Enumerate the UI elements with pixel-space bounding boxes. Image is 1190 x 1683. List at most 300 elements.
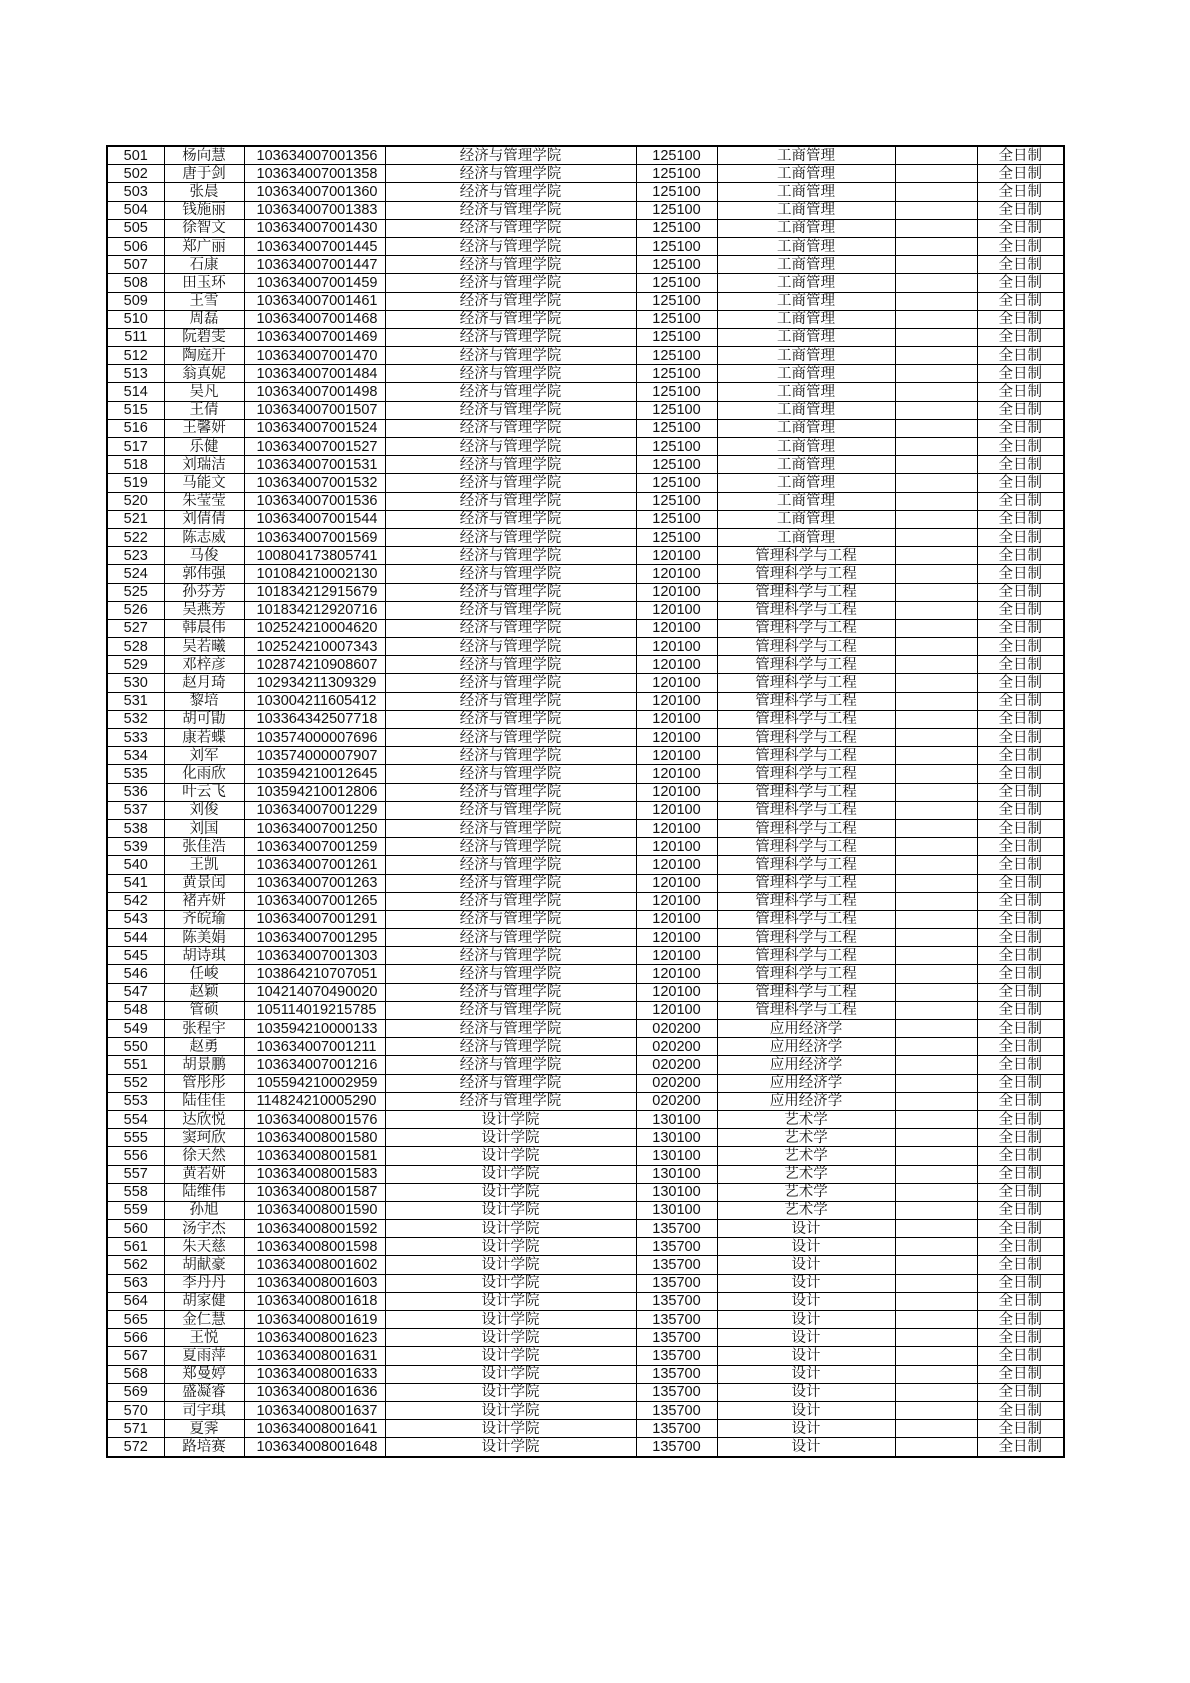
major-name-cell: 管理科学与工程 xyxy=(717,983,895,1001)
college-cell: 经济与管理学院 xyxy=(385,674,636,692)
study-mode-cell: 全日制 xyxy=(977,674,1064,692)
blank-cell xyxy=(895,438,977,456)
major-name-cell: 工商管理 xyxy=(717,256,895,274)
candidate-id-cell: 101084210002130 xyxy=(244,565,385,583)
candidate-id-cell: 105114019215785 xyxy=(244,1001,385,1019)
major-name-cell: 设计 xyxy=(717,1274,895,1292)
table-row xyxy=(107,783,1064,801)
table-row xyxy=(107,1001,1064,1019)
name-cell: 胡诗琪 xyxy=(164,947,244,965)
name-cell: 郭伟强 xyxy=(164,565,244,583)
blank-cell xyxy=(895,710,977,728)
major-name-cell: 设计 xyxy=(717,1256,895,1274)
major-name-cell: 管理科学与工程 xyxy=(717,601,895,619)
admission-list-table xyxy=(106,145,1065,1458)
major-code-cell: 120100 xyxy=(636,929,717,947)
serial-number-cell: 503 xyxy=(107,183,164,201)
table-row xyxy=(107,383,1064,401)
table-row xyxy=(107,438,1064,456)
college-cell: 设计学院 xyxy=(385,1147,636,1165)
study-mode-cell: 全日制 xyxy=(977,1020,1064,1038)
blank-cell xyxy=(895,892,977,910)
table-row xyxy=(107,1074,1064,1092)
major-code-cell: 020200 xyxy=(636,1056,717,1074)
candidate-id-cell: 102874210908607 xyxy=(244,656,385,674)
major-code-cell: 120100 xyxy=(636,638,717,656)
college-cell: 设计学院 xyxy=(385,1292,636,1310)
major-name-cell: 管理科学与工程 xyxy=(717,783,895,801)
candidate-id-cell: 103634007001295 xyxy=(244,929,385,947)
major-name-cell: 艺术学 xyxy=(717,1147,895,1165)
candidate-id-cell: 103634007001261 xyxy=(244,856,385,874)
table-row xyxy=(107,1056,1064,1074)
study-mode-cell: 全日制 xyxy=(977,492,1064,510)
major-code-cell: 120100 xyxy=(636,656,717,674)
college-cell: 设计学院 xyxy=(385,1311,636,1329)
table-row xyxy=(107,456,1064,474)
blank-cell xyxy=(895,146,977,165)
blank-cell xyxy=(895,601,977,619)
college-cell: 经济与管理学院 xyxy=(385,638,636,656)
blank-cell xyxy=(895,565,977,583)
blank-cell xyxy=(895,692,977,710)
serial-number-cell: 540 xyxy=(107,856,164,874)
study-mode-cell: 全日制 xyxy=(977,765,1064,783)
major-code-cell: 120100 xyxy=(636,547,717,565)
study-mode-cell: 全日制 xyxy=(977,856,1064,874)
study-mode-cell: 全日制 xyxy=(977,328,1064,346)
major-code-cell: 120100 xyxy=(636,601,717,619)
blank-cell xyxy=(895,365,977,383)
study-mode-cell: 全日制 xyxy=(977,929,1064,947)
blank-cell xyxy=(895,328,977,346)
blank-cell xyxy=(895,347,977,365)
major-name-cell: 工商管理 xyxy=(717,292,895,310)
major-name-cell: 工商管理 xyxy=(717,383,895,401)
serial-number-cell: 570 xyxy=(107,1401,164,1419)
major-name-cell: 管理科学与工程 xyxy=(717,747,895,765)
candidate-id-cell: 103634008001648 xyxy=(244,1438,385,1457)
blank-cell xyxy=(895,219,977,237)
study-mode-cell: 全日制 xyxy=(977,783,1064,801)
table-row xyxy=(107,292,1064,310)
major-code-cell: 120100 xyxy=(636,729,717,747)
study-mode-cell: 全日制 xyxy=(977,438,1064,456)
name-cell: 赵颖 xyxy=(164,983,244,1001)
major-code-cell: 120100 xyxy=(636,710,717,728)
college-cell: 经济与管理学院 xyxy=(385,801,636,819)
candidate-id-cell: 103634007001216 xyxy=(244,1056,385,1074)
name-cell: 黎培 xyxy=(164,692,244,710)
name-cell: 陈志威 xyxy=(164,528,244,546)
blank-cell xyxy=(895,583,977,601)
candidate-id-cell: 103634007001360 xyxy=(244,183,385,201)
table-row xyxy=(107,1274,1064,1292)
blank-cell xyxy=(895,747,977,765)
table-row xyxy=(107,1401,1064,1419)
major-code-cell: 125100 xyxy=(636,510,717,528)
serial-number-cell: 568 xyxy=(107,1365,164,1383)
blank-cell xyxy=(895,965,977,983)
study-mode-cell: 全日制 xyxy=(977,274,1064,292)
college-cell: 经济与管理学院 xyxy=(385,492,636,510)
serial-number-cell: 508 xyxy=(107,274,164,292)
serial-number-cell: 536 xyxy=(107,783,164,801)
table-row xyxy=(107,638,1064,656)
candidate-id-cell: 103634008001583 xyxy=(244,1165,385,1183)
table-row xyxy=(107,528,1064,546)
major-name-cell: 管理科学与工程 xyxy=(717,674,895,692)
major-name-cell: 设计 xyxy=(717,1347,895,1365)
blank-cell xyxy=(895,310,977,328)
college-cell: 经济与管理学院 xyxy=(385,874,636,892)
major-code-cell: 125100 xyxy=(636,165,717,183)
college-cell: 经济与管理学院 xyxy=(385,838,636,856)
serial-number-cell: 520 xyxy=(107,492,164,510)
blank-cell xyxy=(895,456,977,474)
blank-cell xyxy=(895,419,977,437)
study-mode-cell: 全日制 xyxy=(977,183,1064,201)
major-code-cell: 135700 xyxy=(636,1274,717,1292)
table-row xyxy=(107,1165,1064,1183)
major-name-cell: 艺术学 xyxy=(717,1129,895,1147)
serial-number-cell: 535 xyxy=(107,765,164,783)
candidate-id-cell: 103364342507718 xyxy=(244,710,385,728)
blank-cell xyxy=(895,510,977,528)
blank-cell xyxy=(895,674,977,692)
major-name-cell: 应用经济学 xyxy=(717,1038,895,1056)
major-code-cell: 135700 xyxy=(636,1220,717,1238)
serial-number-cell: 564 xyxy=(107,1292,164,1310)
candidate-id-cell: 103634008001623 xyxy=(244,1329,385,1347)
study-mode-cell: 全日制 xyxy=(977,983,1064,1001)
name-cell: 窦珂欣 xyxy=(164,1129,244,1147)
major-name-cell: 管理科学与工程 xyxy=(717,692,895,710)
name-cell: 达欣悦 xyxy=(164,1110,244,1128)
candidate-id-cell: 103634007001459 xyxy=(244,274,385,292)
major-name-cell: 管理科学与工程 xyxy=(717,619,895,637)
candidate-id-cell: 103634007001469 xyxy=(244,328,385,346)
major-code-cell: 125100 xyxy=(636,219,717,237)
major-name-cell: 工商管理 xyxy=(717,237,895,255)
name-cell: 黄若妍 xyxy=(164,1165,244,1183)
candidate-id-cell: 103634008001590 xyxy=(244,1201,385,1219)
table-row xyxy=(107,1438,1064,1457)
study-mode-cell: 全日制 xyxy=(977,219,1064,237)
major-code-cell: 125100 xyxy=(636,492,717,510)
major-name-cell: 设计 xyxy=(717,1311,895,1329)
study-mode-cell: 全日制 xyxy=(977,237,1064,255)
study-mode-cell: 全日制 xyxy=(977,819,1064,837)
major-code-cell: 130100 xyxy=(636,1183,717,1201)
major-name-cell: 工商管理 xyxy=(717,510,895,528)
serial-number-cell: 549 xyxy=(107,1020,164,1038)
college-cell: 经济与管理学院 xyxy=(385,237,636,255)
serial-number-cell: 530 xyxy=(107,674,164,692)
candidate-id-cell: 103594210000133 xyxy=(244,1020,385,1038)
college-cell: 经济与管理学院 xyxy=(385,547,636,565)
blank-cell xyxy=(895,910,977,928)
name-cell: 褚卉妍 xyxy=(164,892,244,910)
study-mode-cell: 全日制 xyxy=(977,1074,1064,1092)
name-cell: 吴若曦 xyxy=(164,638,244,656)
name-cell: 孙芬芳 xyxy=(164,583,244,601)
blank-cell xyxy=(895,1129,977,1147)
major-code-cell: 125100 xyxy=(636,274,717,292)
blank-cell xyxy=(895,983,977,1001)
serial-number-cell: 523 xyxy=(107,547,164,565)
serial-number-cell: 560 xyxy=(107,1220,164,1238)
serial-number-cell: 526 xyxy=(107,601,164,619)
serial-number-cell: 510 xyxy=(107,310,164,328)
blank-cell xyxy=(895,528,977,546)
table-row xyxy=(107,1347,1064,1365)
college-cell: 经济与管理学院 xyxy=(385,438,636,456)
name-cell: 王凯 xyxy=(164,856,244,874)
table-row xyxy=(107,401,1064,419)
major-name-cell: 工商管理 xyxy=(717,201,895,219)
major-name-cell: 工商管理 xyxy=(717,347,895,365)
name-cell: 王雪 xyxy=(164,292,244,310)
table-row xyxy=(107,892,1064,910)
blank-cell xyxy=(895,201,977,219)
candidate-id-cell: 103634008001598 xyxy=(244,1238,385,1256)
major-code-cell: 125100 xyxy=(636,146,717,165)
name-cell: 金仁慧 xyxy=(164,1311,244,1329)
candidate-id-cell: 103634008001618 xyxy=(244,1292,385,1310)
major-name-cell: 设计 xyxy=(717,1238,895,1256)
major-name-cell: 工商管理 xyxy=(717,365,895,383)
major-name-cell: 管理科学与工程 xyxy=(717,729,895,747)
table-row xyxy=(107,1110,1064,1128)
college-cell: 设计学院 xyxy=(385,1274,636,1292)
candidate-id-cell: 103634008001631 xyxy=(244,1347,385,1365)
candidate-id-cell: 103634008001602 xyxy=(244,1256,385,1274)
major-name-cell: 设计 xyxy=(717,1438,895,1457)
college-cell: 设计学院 xyxy=(385,1220,636,1238)
serial-number-cell: 550 xyxy=(107,1038,164,1056)
major-code-cell: 125100 xyxy=(636,456,717,474)
serial-number-cell: 558 xyxy=(107,1183,164,1201)
blank-cell xyxy=(895,929,977,947)
blank-cell xyxy=(895,1383,977,1401)
college-cell: 经济与管理学院 xyxy=(385,401,636,419)
name-cell: 刘军 xyxy=(164,747,244,765)
college-cell: 设计学院 xyxy=(385,1256,636,1274)
serial-number-cell: 538 xyxy=(107,819,164,837)
major-name-cell: 艺术学 xyxy=(717,1183,895,1201)
college-cell: 设计学院 xyxy=(385,1201,636,1219)
college-cell: 经济与管理学院 xyxy=(385,856,636,874)
serial-number-cell: 517 xyxy=(107,438,164,456)
college-cell: 经济与管理学院 xyxy=(385,692,636,710)
study-mode-cell: 全日制 xyxy=(977,292,1064,310)
major-code-cell: 020200 xyxy=(636,1020,717,1038)
blank-cell xyxy=(895,638,977,656)
serial-number-cell: 563 xyxy=(107,1274,164,1292)
serial-number-cell: 527 xyxy=(107,619,164,637)
candidate-id-cell: 103634007001532 xyxy=(244,474,385,492)
candidate-id-cell: 101834212920716 xyxy=(244,601,385,619)
major-code-cell: 120100 xyxy=(636,619,717,637)
college-cell: 经济与管理学院 xyxy=(385,619,636,637)
candidate-id-cell: 102524210007343 xyxy=(244,638,385,656)
serial-number-cell: 544 xyxy=(107,929,164,947)
blank-cell xyxy=(895,1329,977,1347)
blank-cell xyxy=(895,256,977,274)
candidate-id-cell: 103634007001527 xyxy=(244,438,385,456)
study-mode-cell: 全日制 xyxy=(977,1347,1064,1365)
major-name-cell: 艺术学 xyxy=(717,1201,895,1219)
candidate-id-cell: 103634008001633 xyxy=(244,1365,385,1383)
blank-cell xyxy=(895,765,977,783)
major-name-cell: 设计 xyxy=(717,1365,895,1383)
serial-number-cell: 518 xyxy=(107,456,164,474)
major-name-cell: 工商管理 xyxy=(717,219,895,237)
candidate-id-cell: 103634007001383 xyxy=(244,201,385,219)
major-code-cell: 125100 xyxy=(636,310,717,328)
serial-number-cell: 542 xyxy=(107,892,164,910)
major-code-cell: 130100 xyxy=(636,1201,717,1219)
serial-number-cell: 551 xyxy=(107,1056,164,1074)
serial-number-cell: 504 xyxy=(107,201,164,219)
name-cell: 王倩 xyxy=(164,401,244,419)
table-row xyxy=(107,765,1064,783)
table-row xyxy=(107,565,1064,583)
table-row xyxy=(107,274,1064,292)
major-code-cell: 120100 xyxy=(636,783,717,801)
serial-number-cell: 513 xyxy=(107,365,164,383)
blank-cell xyxy=(895,1365,977,1383)
major-code-cell: 120100 xyxy=(636,801,717,819)
blank-cell xyxy=(895,401,977,419)
candidate-id-cell: 103634007001544 xyxy=(244,510,385,528)
table-row xyxy=(107,547,1064,565)
major-name-cell: 艺术学 xyxy=(717,1110,895,1128)
college-cell: 设计学院 xyxy=(385,1438,636,1457)
table-row xyxy=(107,256,1064,274)
study-mode-cell: 全日制 xyxy=(977,1238,1064,1256)
major-code-cell: 135700 xyxy=(636,1329,717,1347)
major-name-cell: 应用经济学 xyxy=(717,1074,895,1092)
table-row xyxy=(107,801,1064,819)
college-cell: 经济与管理学院 xyxy=(385,383,636,401)
candidate-id-cell: 103594210012645 xyxy=(244,765,385,783)
college-cell: 经济与管理学院 xyxy=(385,165,636,183)
table-row xyxy=(107,1038,1064,1056)
blank-cell xyxy=(895,819,977,837)
candidate-id-cell: 103594210012806 xyxy=(244,783,385,801)
table-row xyxy=(107,1183,1064,1201)
major-name-cell: 管理科学与工程 xyxy=(717,801,895,819)
name-cell: 汤宇杰 xyxy=(164,1220,244,1238)
table-row xyxy=(107,1383,1064,1401)
major-name-cell: 工商管理 xyxy=(717,438,895,456)
table-row xyxy=(107,1292,1064,1310)
college-cell: 经济与管理学院 xyxy=(385,765,636,783)
major-name-cell: 管理科学与工程 xyxy=(717,547,895,565)
table-row xyxy=(107,146,1064,165)
candidate-id-cell: 103634007001229 xyxy=(244,801,385,819)
serial-number-cell: 534 xyxy=(107,747,164,765)
name-cell: 司宇琪 xyxy=(164,1401,244,1419)
study-mode-cell: 全日制 xyxy=(977,947,1064,965)
blank-cell xyxy=(895,1201,977,1219)
candidate-id-cell: 103634007001569 xyxy=(244,528,385,546)
study-mode-cell: 全日制 xyxy=(977,838,1064,856)
study-mode-cell: 全日制 xyxy=(977,1038,1064,1056)
college-cell: 经济与管理学院 xyxy=(385,565,636,583)
major-name-cell: 管理科学与工程 xyxy=(717,656,895,674)
name-cell: 阮碧雯 xyxy=(164,328,244,346)
table-row xyxy=(107,619,1064,637)
serial-number-cell: 539 xyxy=(107,838,164,856)
major-name-cell: 管理科学与工程 xyxy=(717,583,895,601)
name-cell: 夏霁 xyxy=(164,1420,244,1438)
major-code-cell: 125100 xyxy=(636,365,717,383)
name-cell: 任峻 xyxy=(164,965,244,983)
college-cell: 经济与管理学院 xyxy=(385,583,636,601)
major-code-cell: 135700 xyxy=(636,1401,717,1419)
major-code-cell: 125100 xyxy=(636,419,717,437)
candidate-id-cell: 104214070490020 xyxy=(244,983,385,1001)
table-row xyxy=(107,1311,1064,1329)
college-cell: 经济与管理学院 xyxy=(385,1092,636,1110)
candidate-id-cell: 103634007001356 xyxy=(244,146,385,165)
study-mode-cell: 全日制 xyxy=(977,256,1064,274)
major-name-cell: 应用经济学 xyxy=(717,1056,895,1074)
blank-cell xyxy=(895,292,977,310)
serial-number-cell: 511 xyxy=(107,328,164,346)
serial-number-cell: 532 xyxy=(107,710,164,728)
blank-cell xyxy=(895,1347,977,1365)
study-mode-cell: 全日制 xyxy=(977,1056,1064,1074)
college-cell: 经济与管理学院 xyxy=(385,1020,636,1038)
major-name-cell: 工商管理 xyxy=(717,274,895,292)
candidate-id-cell: 103634007001468 xyxy=(244,310,385,328)
serial-number-cell: 529 xyxy=(107,656,164,674)
serial-number-cell: 572 xyxy=(107,1438,164,1457)
study-mode-cell: 全日制 xyxy=(977,1183,1064,1201)
major-code-cell: 125100 xyxy=(636,201,717,219)
college-cell: 经济与管理学院 xyxy=(385,1001,636,1019)
major-code-cell: 125100 xyxy=(636,438,717,456)
name-cell: 化雨欣 xyxy=(164,765,244,783)
table-row xyxy=(107,237,1064,255)
major-code-cell: 120100 xyxy=(636,819,717,837)
college-cell: 经济与管理学院 xyxy=(385,201,636,219)
major-name-cell: 管理科学与工程 xyxy=(717,892,895,910)
serial-number-cell: 525 xyxy=(107,583,164,601)
name-cell: 康若蝶 xyxy=(164,729,244,747)
serial-number-cell: 505 xyxy=(107,219,164,237)
blank-cell xyxy=(895,729,977,747)
study-mode-cell: 全日制 xyxy=(977,419,1064,437)
major-name-cell: 管理科学与工程 xyxy=(717,638,895,656)
candidate-id-cell: 103634008001636 xyxy=(244,1383,385,1401)
college-cell: 设计学院 xyxy=(385,1365,636,1383)
major-code-cell: 125100 xyxy=(636,474,717,492)
table-row xyxy=(107,1238,1064,1256)
major-code-cell: 120100 xyxy=(636,565,717,583)
major-name-cell: 管理科学与工程 xyxy=(717,910,895,928)
candidate-id-cell: 103634008001592 xyxy=(244,1220,385,1238)
college-cell: 设计学院 xyxy=(385,1165,636,1183)
blank-cell xyxy=(895,874,977,892)
major-name-cell: 设计 xyxy=(717,1401,895,1419)
table-row xyxy=(107,1129,1064,1147)
table-row xyxy=(107,929,1064,947)
